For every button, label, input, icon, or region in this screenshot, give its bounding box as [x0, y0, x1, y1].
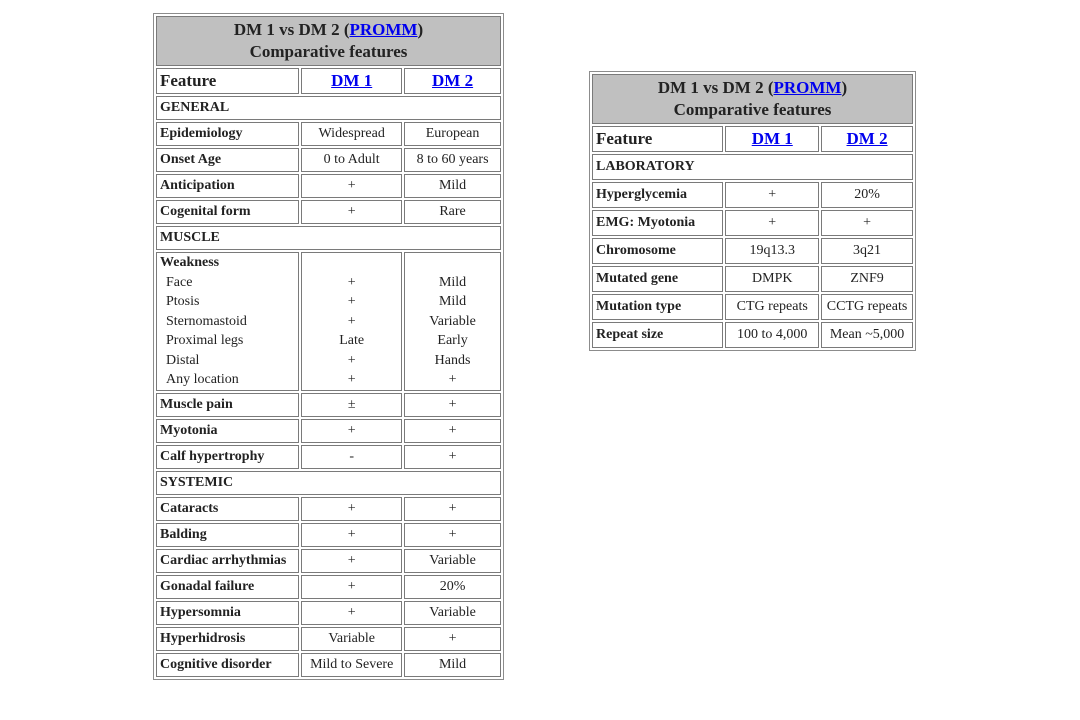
table-row: [592, 238, 913, 264]
comparison-table-laboratory: [589, 71, 916, 351]
section-laboratory: LABORATORY: [592, 154, 913, 180]
dm1-value: +: [347, 294, 356, 309]
dm1-link[interactable]: DM 1: [751, 129, 793, 148]
feature-cell: Balding: [156, 523, 299, 547]
table-row: [156, 200, 501, 224]
dm2-value: Mild: [438, 294, 467, 309]
dm2-value: Hands: [434, 352, 471, 368]
weakness-feature-cell: [156, 252, 299, 391]
dm2-cell: Rare: [404, 200, 501, 224]
dm1-cell: 0 to Adult: [301, 148, 402, 172]
dm1-cell: +: [301, 523, 402, 547]
caption-title-suffix: ): [841, 78, 848, 97]
table-row: [156, 445, 501, 469]
dm2-value: Variable: [429, 313, 476, 329]
dm1-cell: +: [301, 200, 402, 224]
table-row: [156, 601, 501, 625]
weakness-dm1-cell: [301, 252, 402, 391]
weakness-sub-label: Sternomastoid: [166, 313, 247, 329]
weakness-sub-label: Any location: [166, 372, 239, 387]
dm2-header: [404, 68, 501, 94]
feature-cell: EMG: Myotonia: [592, 210, 723, 236]
dm1-cell: Mild to Severe: [301, 653, 402, 677]
feature-cell: Mutated gene: [592, 266, 723, 292]
feature-cell: Cognitive disorder: [156, 653, 299, 677]
feature-cell: Myotonia: [156, 419, 299, 443]
dm2-cell: +: [404, 419, 501, 443]
dm2-cell: 8 to 60 years: [404, 148, 501, 172]
dm1-cell: +: [725, 182, 819, 208]
dm1-cell: +: [301, 419, 402, 443]
dm2-cell: Mild: [404, 174, 501, 198]
feature-cell: Repeat size: [592, 322, 723, 348]
table-row: [156, 653, 501, 677]
caption-title-prefix: DM 1 vs DM 2 (: [233, 20, 350, 39]
weakness-label: Weakness: [160, 255, 220, 270]
caption-title-suffix: ): [417, 20, 424, 39]
table-row: [592, 322, 913, 348]
dm2-cell: Variable: [404, 549, 501, 573]
dm2-link[interactable]: DM 2: [846, 129, 888, 148]
table-row: [156, 174, 501, 198]
feature-cell: Gonadal failure: [156, 575, 299, 599]
dm2-cell: European: [404, 122, 501, 146]
table-row: [156, 393, 501, 417]
dm2-cell: +: [404, 445, 501, 469]
dm2-cell: 3q21: [821, 238, 913, 264]
dm2-value: Early: [437, 333, 468, 348]
feature-cell: Cardiac arrhythmias: [156, 549, 299, 573]
dm2-value: +: [448, 372, 457, 387]
section-systemic: SYSTEMIC: [156, 471, 501, 495]
table-row: [592, 266, 913, 292]
feature-cell: Chromosome: [592, 238, 723, 264]
table-row: [592, 210, 913, 236]
table-row: [592, 182, 913, 208]
dm1-link[interactable]: DM 1: [331, 71, 373, 90]
dm1-cell: CTG repeats: [725, 294, 819, 320]
table-row: [156, 148, 501, 172]
dm2-cell: CCTG repeats: [821, 294, 913, 320]
promm-link[interactable]: PROMM: [349, 20, 418, 39]
header-row: [592, 126, 913, 152]
dm2-cell: Mean ~5,000: [821, 322, 913, 348]
dm1-value: +: [347, 372, 356, 387]
dm2-cell: Variable: [404, 601, 501, 625]
weakness-sub-label: Ptosis: [166, 294, 200, 309]
dm2-cell: +: [404, 393, 501, 417]
feature-cell: Cataracts: [156, 497, 299, 521]
caption-subtitle: Comparative features: [249, 42, 408, 61]
dm2-cell: +: [821, 210, 913, 236]
dm1-value: +: [347, 274, 356, 290]
feature-cell: Muscle pain: [156, 393, 299, 417]
feature-header: Feature: [592, 126, 723, 152]
section-muscle: MUSCLE: [156, 226, 501, 250]
dm1-cell: ±: [301, 393, 402, 417]
dm1-header: [301, 68, 402, 94]
dm1-cell: +: [301, 601, 402, 625]
table-row: [156, 523, 501, 547]
section-general: GENERAL: [156, 96, 501, 120]
weakness-dm2-cell: [404, 252, 501, 391]
weakness-sub-label: Distal: [166, 352, 200, 368]
dm1-cell: -: [301, 445, 402, 469]
dm1-cell: +: [301, 575, 402, 599]
table-caption: [156, 16, 501, 66]
weakness-sub-label: Proximal legs: [166, 333, 244, 348]
weakness-row: [156, 252, 501, 391]
feature-header: Feature: [156, 68, 299, 94]
dm1-cell: +: [301, 497, 402, 521]
dm2-cell: ZNF9: [821, 266, 913, 292]
weakness-sub-label: Face: [166, 274, 193, 290]
table-row: [156, 419, 501, 443]
dm1-value: Late: [339, 333, 365, 348]
dm2-cell: Mild: [404, 653, 501, 677]
header-row: [156, 68, 501, 94]
caption-title-prefix: DM 1 vs DM 2 (: [657, 78, 774, 97]
dm1-value: +: [347, 352, 356, 368]
table-row: [156, 575, 501, 599]
table-row: [156, 497, 501, 521]
dm1-cell: +: [301, 549, 402, 573]
dm2-header: [821, 126, 913, 152]
dm1-cell: +: [725, 210, 819, 236]
dm2-cell: 20%: [404, 575, 501, 599]
dm2-cell: +: [404, 523, 501, 547]
caption-subtitle: Comparative features: [673, 100, 832, 119]
feature-cell: Hypersomnia: [156, 601, 299, 625]
dm2-value: Mild: [438, 274, 467, 290]
feature-cell: Hyperhidrosis: [156, 627, 299, 651]
promm-link[interactable]: PROMM: [773, 78, 842, 97]
feature-cell: Hyperglycemia: [592, 182, 723, 208]
dm1-cell: 19q13.3: [725, 238, 819, 264]
dm1-cell: Widespread: [301, 122, 402, 146]
dm2-cell: +: [404, 627, 501, 651]
dm1-cell: +: [301, 174, 402, 198]
feature-cell: Anticipation: [156, 174, 299, 198]
table-row: [156, 122, 501, 146]
dm2-cell: 20%: [821, 182, 913, 208]
dm2-link[interactable]: DM 2: [432, 71, 474, 90]
table-row: [592, 294, 913, 320]
dm1-header: [725, 126, 819, 152]
table-row: [156, 627, 501, 651]
dm1-value: +: [347, 313, 356, 329]
dm2-cell: +: [404, 497, 501, 521]
feature-cell: Epidemiology: [156, 122, 299, 146]
feature-cell: Mutation type: [592, 294, 723, 320]
feature-cell: Onset Age: [156, 148, 299, 172]
table-caption: [592, 74, 913, 124]
feature-cell: Cogenital form: [156, 200, 299, 224]
dm1-cell: 100 to 4,000: [725, 322, 819, 348]
feature-cell: Calf hypertrophy: [156, 445, 299, 469]
dm1-cell: Variable: [301, 627, 402, 651]
comparison-table-general: [153, 13, 504, 680]
table-row: [156, 549, 501, 573]
dm1-cell: DMPK: [725, 266, 819, 292]
